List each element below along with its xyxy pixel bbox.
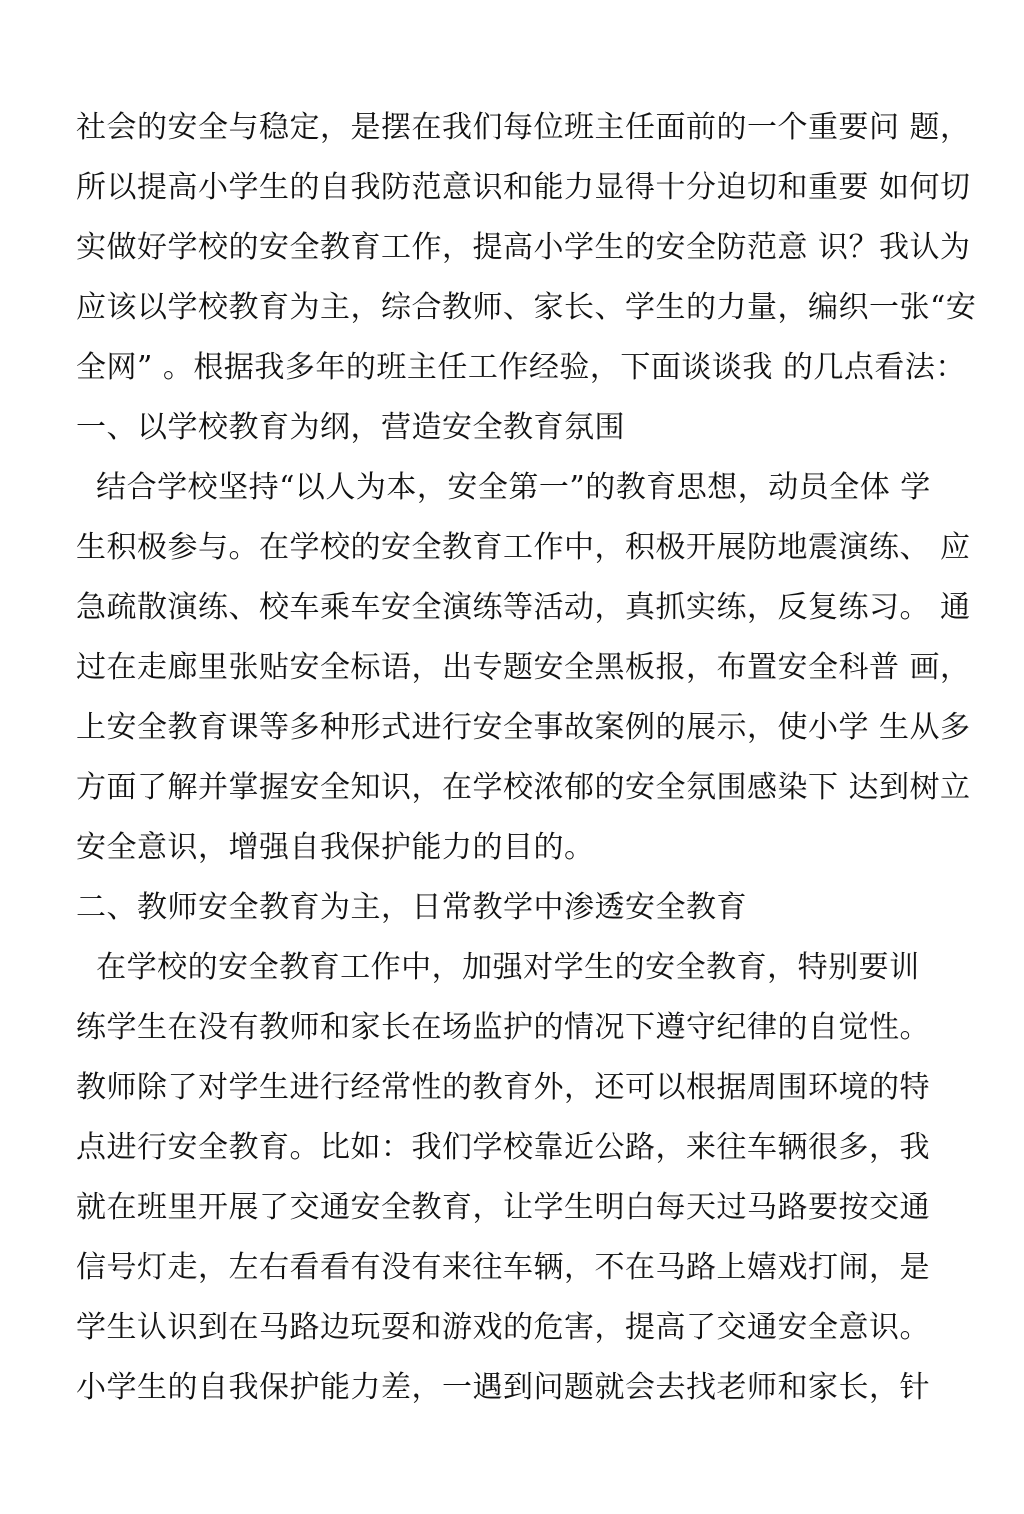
text-line: 所以提高小学生的自我防范意识和能力显得十分迫切和重要 如何切 bbox=[76, 170, 971, 205]
text-line: 结合学校坚持“以人为本，安全第一”的教育思想，动员全体 学 bbox=[76, 470, 931, 505]
text-line: 社会的安全与稳定，是摆在我们每位班主任面前的一个重要问 题， bbox=[76, 110, 971, 145]
text-line: 急疏散演练、校车乘车安全演练等活动，真抓实练，反复练习。 通 bbox=[76, 590, 971, 625]
text-line: 全网” 。根据我多年的班主任工作经验，下面谈谈我 的几点看法： bbox=[76, 350, 966, 385]
text-line: 方面了解并掌握安全知识，在学校浓郁的安全氛围感染下 达到树立 bbox=[76, 770, 971, 805]
text-line: 小学生的自我保护能力差，一遇到问题就会去找老师和家长，针 bbox=[76, 1370, 930, 1405]
text-line: 学生认识到在马路边玩耍和游戏的危害，提高了交通安全意识。 bbox=[76, 1310, 930, 1345]
text-line: 练学生在没有教师和家长在场监护的情况下遵守纪律的自觉性。 bbox=[76, 1010, 930, 1045]
text-line: 应该以学校教育为主，综合教师、家长、学生的力量，编织一张“安 bbox=[76, 290, 977, 325]
text-line: 点进行安全教育。比如：我们学校靠近公路，来往车辆很多，我 bbox=[76, 1130, 930, 1165]
text-line: 就在班里开展了交通安全教育，让学生明白每天过马路要按交通 bbox=[76, 1190, 930, 1225]
section-heading: 二、教师安全教育为主，日常教学中渗透安全教育 bbox=[76, 890, 747, 925]
text-line: 实做好学校的安全教育工作，提高小学生的安全防范意 识？我认为 bbox=[76, 230, 971, 265]
text-line: 在学校的安全教育工作中，加强对学生的安全教育，特别要训 bbox=[76, 950, 920, 985]
text-line: 信号灯走，左右看看有没有来往车辆，不在马路上嬉戏打闹，是 bbox=[76, 1250, 930, 1285]
text-line: 上安全教育课等多种形式进行安全事故案例的展示，使小学 生从多 bbox=[76, 710, 971, 745]
text-line: 过在走廊里张贴安全标语，出专题安全黑板报，布置安全科普 画， bbox=[76, 650, 971, 685]
text-line: 生积极参与。在学校的安全教育工作中，积极开展防地震演练、 应 bbox=[76, 530, 971, 565]
text-line: 安全意识，增强自我保护能力的目的。 bbox=[76, 830, 595, 865]
section-heading: 一、以学校教育为纲，营造安全教育氛围 bbox=[76, 410, 625, 445]
text-line: 教师除了对学生进行经常性的教育外，还可以根据周围环境的特 bbox=[76, 1070, 930, 1105]
